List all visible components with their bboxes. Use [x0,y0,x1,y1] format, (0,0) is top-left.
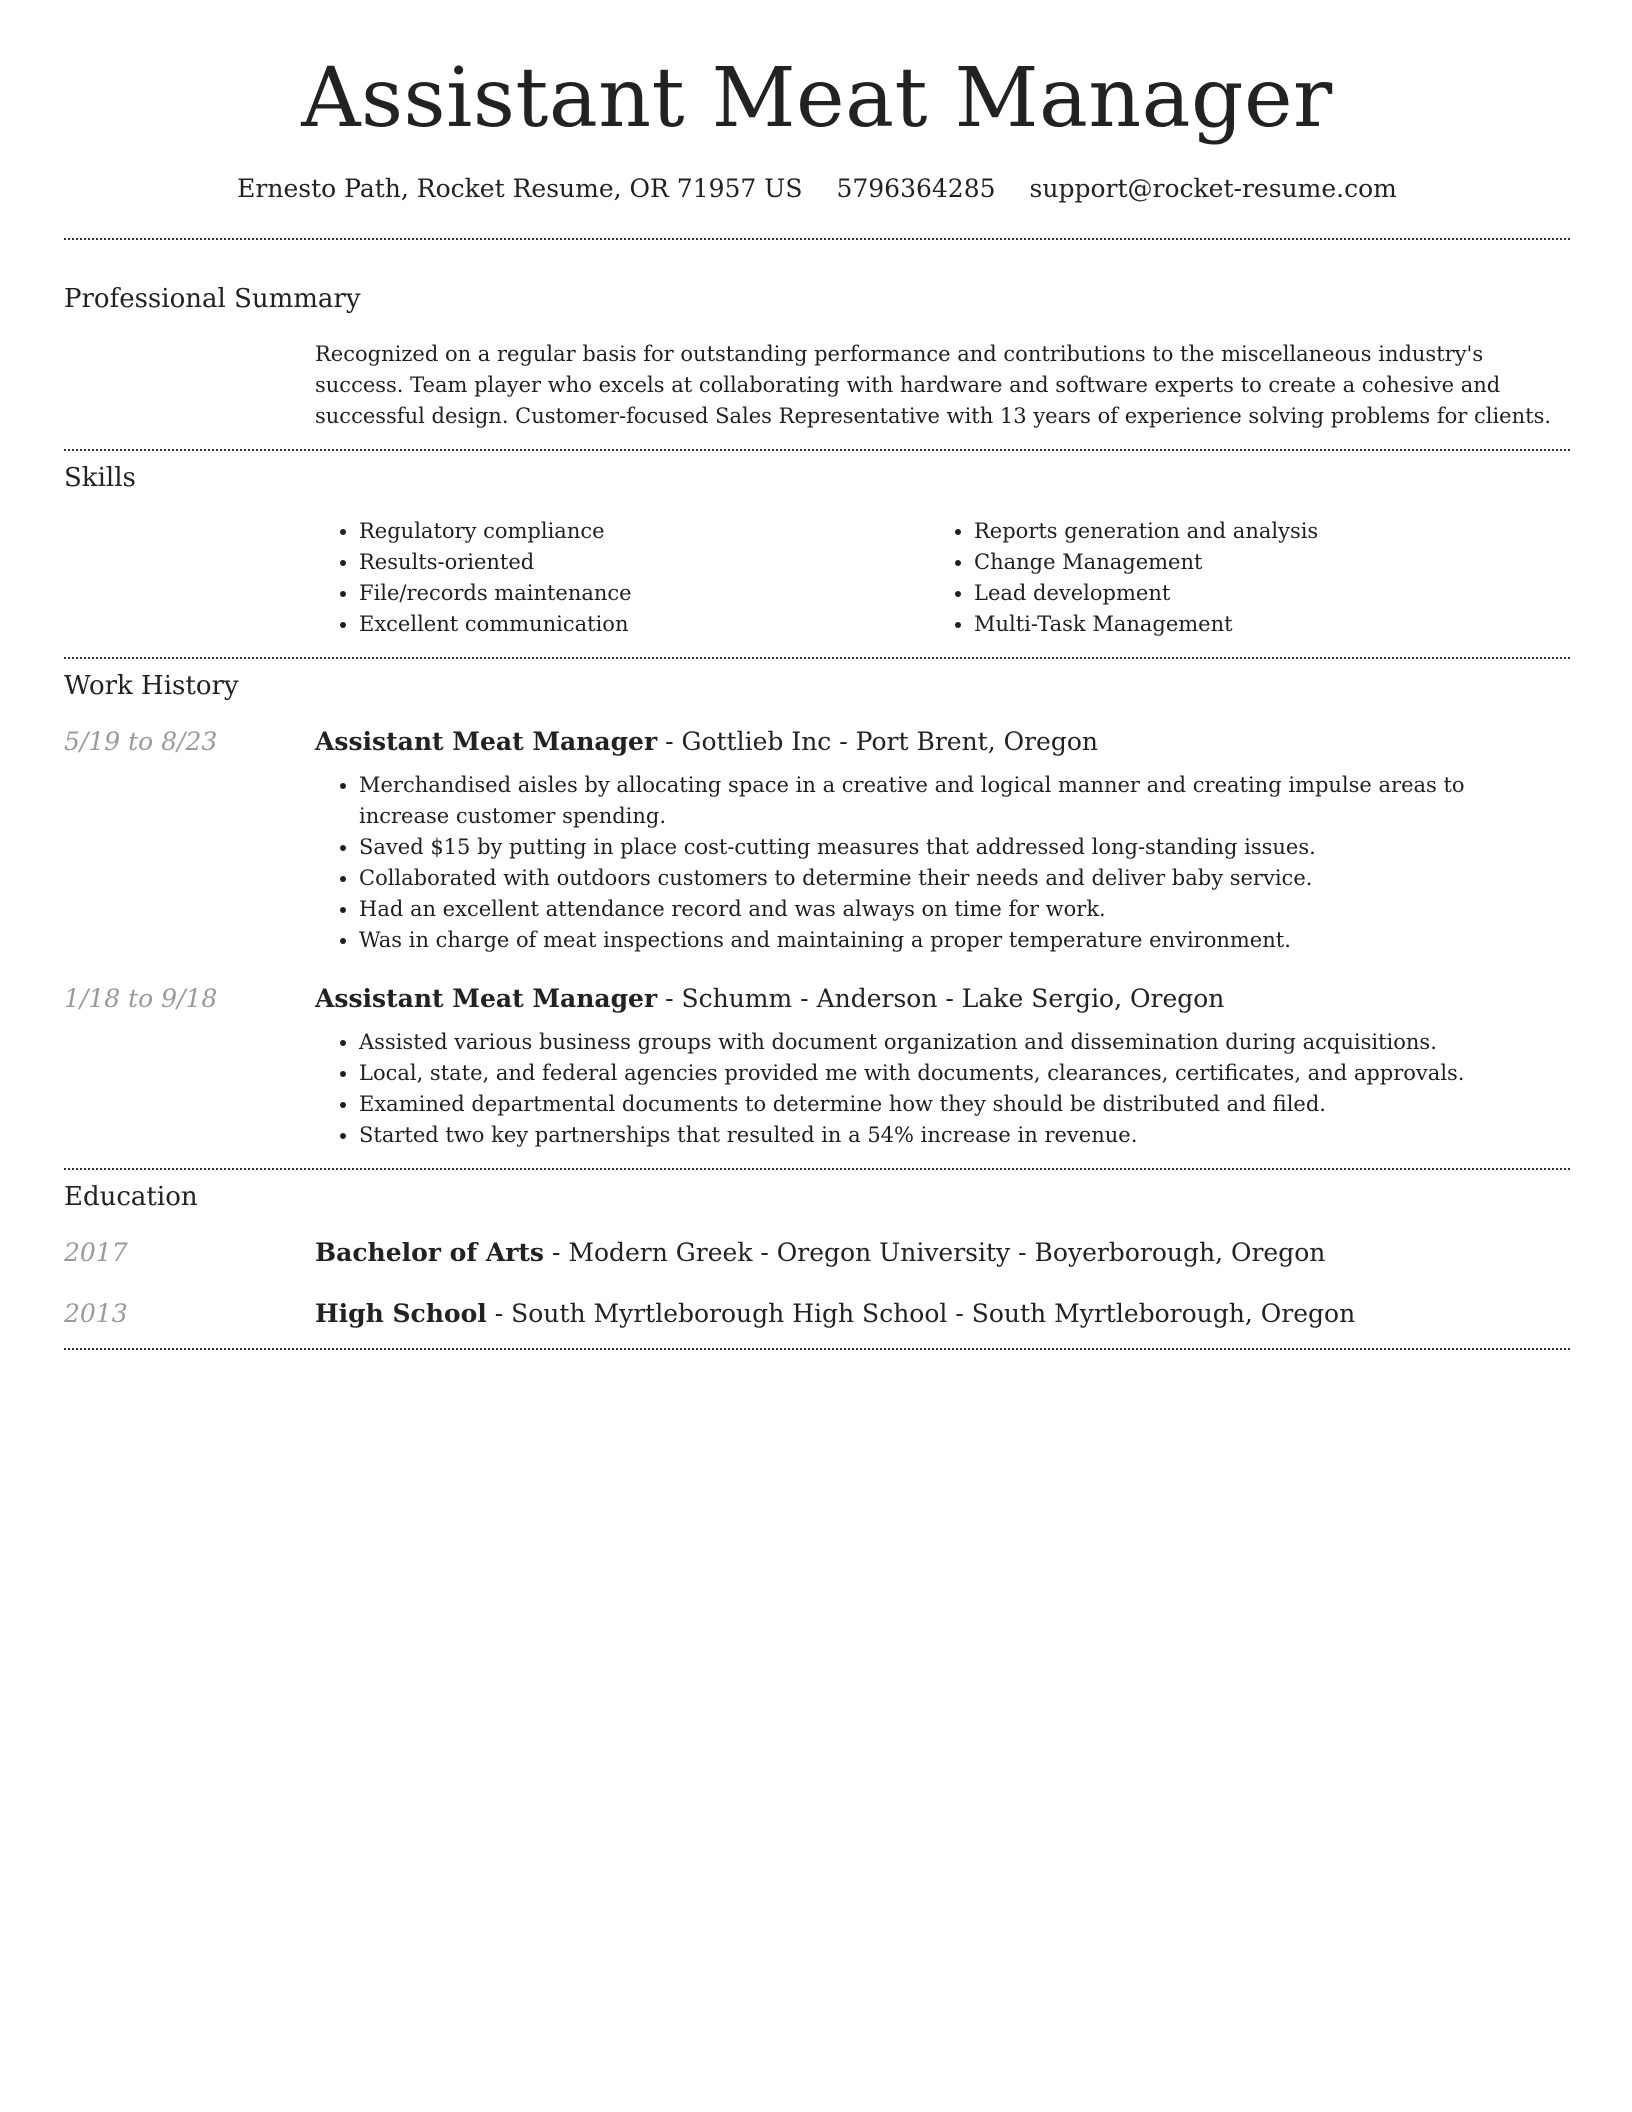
education-heading: Education [64,1182,198,1212]
divider [64,657,1570,659]
education-details [315,1238,1325,1267]
job-role: Assistant Meat Manager [315,727,658,756]
job-bullet: • Merchandised aisles by allocating space in a creative and logical manner and creating impulse areas to increase customer spending. [359,770,1549,832]
job-bullet: • Assisted various business groups with document organization and dissemination during acquisitions. [359,1027,1549,1058]
job-role: Assistant Meat Manager [315,984,658,1013]
skill-item: • File/records maintenance [359,578,930,609]
skills-list [315,516,1570,640]
job-bullet: • Examined departmental documents to determine how they should be distributed and filed. [359,1089,1549,1120]
job-dates: 1/18 to 9/18 [64,984,218,1013]
education-entry [64,1238,1570,1267]
divider [64,238,1570,240]
job-entry-header [64,727,1570,756]
education-school: - South Myrtleborough High School - South Myrtleborough, Oregon [486,1299,1356,1328]
resume-page [64,0,1570,1350]
skill-item: • Lead development [974,578,1530,609]
work-history-heading: Work History [64,671,239,701]
contact-email[interactable]: support@rocket-resume.com [1029,174,1397,203]
education-degree: Bachelor of Arts [315,1238,545,1267]
education-entry [64,1299,1570,1328]
education-year: 2017 [64,1238,128,1267]
skill-item: • Excellent communication [359,609,930,640]
job-dates: 5/19 to 8/23 [64,727,218,756]
education-details [315,1299,1355,1328]
job-bullets [315,770,1549,956]
summary-text: Recognized on a regular basis for outstanding performance and contributions to the miscellaneous industry's success. Team player who excels at collaborating with hardware and software experts to create a cohesive and successful design. Customer-focused Sales Representative with 13 years of experience solving problems for clients. [315,342,1552,428]
candidate-name: Assistant Meat Manager [301,51,1333,146]
job-employer: - Schumm - Anderson - Lake Sergio, Oregon [657,984,1225,1013]
skills-heading: Skills [64,463,136,493]
job-bullet: • Started two key partnerships that resulted in a 54% increase in revenue. [359,1120,1549,1151]
education-degree: High School [315,1299,487,1328]
skill-item: • Multi-Task Management [974,609,1530,640]
contact-address: Ernesto Path, Rocket Resume, OR 71957 US [237,174,803,203]
skill-item: • Reports generation and analysis [974,516,1530,547]
contact-phone: 5796364285 [836,174,996,203]
job-bullet: • Saved $15 by putting in place cost-cutting measures that addressed long-standing issues. [359,832,1549,863]
job-title [315,984,1224,1013]
job-bullet: • Local, state, and federal agencies provided me with documents, clearances, certificates, and approvals. [359,1058,1549,1089]
job-bullet: • Collaborated with outdoors customers to determine their needs and deliver baby service. [359,863,1549,894]
divider [64,1168,1570,1170]
divider [64,449,1570,451]
job-bullet: • Was in charge of meat inspections and maintaining a proper temperature environment. [359,925,1549,956]
divider [64,1348,1570,1350]
job-bullets [315,1027,1549,1151]
education-school: - Modern Greek - Oregon University - Boyerborough, Oregon [544,1238,1326,1267]
job-bullet: • Had an excellent attendance record and was always on time for work. [359,894,1549,925]
job-employer: - Gottlieb Inc - Port Brent, Oregon [657,727,1099,756]
skills-column-right [930,516,1530,640]
skill-item: • Regulatory compliance [359,516,930,547]
job-entry-header [64,984,1570,1013]
skills-column-left [315,516,930,640]
contact-line [64,174,1570,203]
skill-item: • Change Management [974,547,1530,578]
skill-item: • Results-oriented [359,547,930,578]
summary-heading: Professional Summary [64,284,361,314]
education-year: 2013 [64,1299,128,1328]
job-title [315,727,1098,756]
